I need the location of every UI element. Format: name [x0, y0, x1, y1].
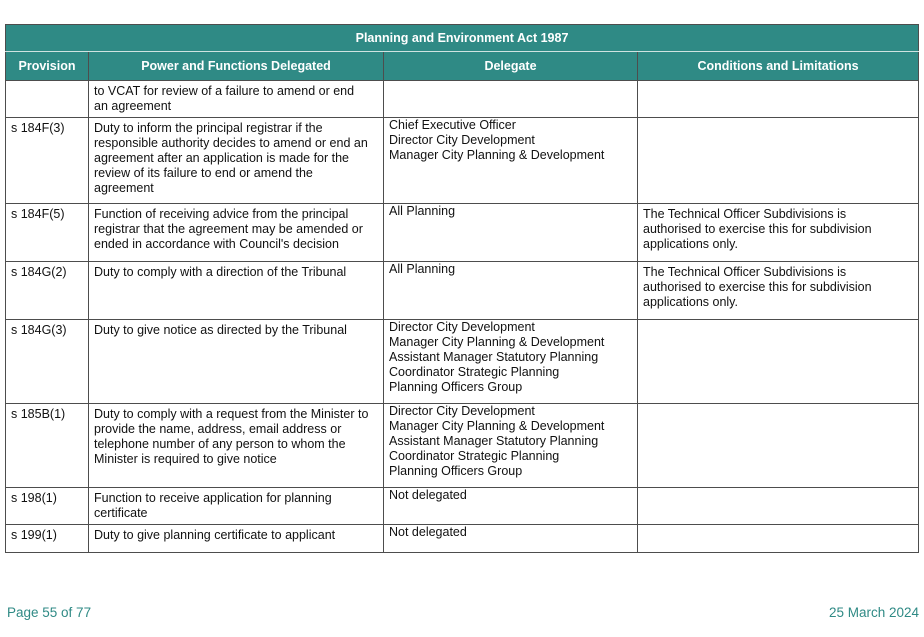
delegate-cell	[384, 262, 638, 320]
powers-cell: Duty to give planning certificate to applicant	[89, 525, 384, 553]
provision-cell: s 185B(1)	[6, 404, 89, 488]
delegate-item: Assistant Manager Statutory Planning	[389, 434, 599, 448]
delegate-item: Manager City Planning & Development	[389, 148, 605, 162]
provision-cell: s 184F(5)	[6, 204, 89, 262]
delegate-cell	[384, 320, 638, 404]
delegate-item: All Planning	[389, 262, 456, 276]
header-delegate: Delegate	[384, 52, 638, 81]
powers-cell: Duty to give notice as directed by the Tribunal	[89, 320, 384, 404]
provision-cell	[6, 81, 89, 118]
delegate-item: Director City Development	[389, 404, 535, 418]
header-conditions: Conditions and Limitations	[638, 52, 919, 81]
table-row	[6, 204, 919, 262]
table-row	[6, 488, 919, 525]
delegate-item: All Planning	[389, 204, 456, 218]
delegate-item: Planning Officers Group	[389, 380, 523, 394]
powers-cell: to VCAT for review of a failure to amend or end an agreement	[89, 81, 384, 118]
delegate-cell	[384, 204, 638, 262]
provision-cell: s 198(1)	[6, 488, 89, 525]
page-number: Page 55 of 77	[7, 605, 92, 620]
powers-cell: Duty to inform the principal registrar if the responsible authority decides to amend or end an agreement after an application is made for the review of its failure to end or amend the agreement	[89, 118, 384, 204]
header-powers: Power and Functions Delegated	[89, 52, 384, 81]
delegate-item: Manager City Planning & Development	[389, 419, 605, 433]
document-date: 25 March 2024	[828, 605, 919, 620]
table-row	[6, 320, 919, 404]
table-row	[6, 525, 919, 553]
delegate-cell	[384, 81, 638, 118]
conditions-cell	[638, 525, 919, 553]
table-row	[6, 262, 919, 320]
header-provision: Provision	[6, 52, 89, 81]
conditions-cell	[638, 118, 919, 204]
delegations-table	[5, 24, 919, 553]
provision-cell: s 184F(3)	[6, 118, 89, 204]
conditions-cell	[638, 81, 919, 118]
conditions-cell	[638, 488, 919, 525]
conditions-cell	[638, 320, 919, 404]
delegate-item: Not delegated	[389, 488, 467, 502]
table-row	[6, 118, 919, 204]
delegate-cell	[384, 488, 638, 525]
powers-cell: Duty to comply with a direction of the Tribunal	[89, 262, 384, 320]
delegate-item: Chief Executive Officer	[389, 118, 516, 132]
delegate-cell	[384, 404, 638, 488]
table-row	[6, 81, 919, 118]
delegate-item: Coordinator Strategic Planning	[389, 449, 560, 463]
powers-cell: Function of receiving advice from the principal registrar that the agreement may be amended or ended in accordance with Council's decision	[89, 204, 384, 262]
delegate-item: Director City Development	[389, 133, 535, 147]
provision-cell: s 184G(2)	[6, 262, 89, 320]
table-title: Planning and Environment Act 1987	[6, 25, 919, 52]
conditions-cell: The Technical Officer Subdivisions is authorised to exercise this for subdivision applications only.	[638, 204, 919, 262]
delegate-item: Coordinator Strategic Planning	[389, 365, 560, 379]
table-row	[6, 404, 919, 488]
conditions-cell	[638, 404, 919, 488]
delegate-cell	[384, 525, 638, 553]
delegate-cell	[384, 118, 638, 204]
delegate-item: Assistant Manager Statutory Planning	[389, 350, 599, 364]
delegate-item: Planning Officers Group	[389, 464, 523, 478]
delegate-item: Director City Development	[389, 320, 535, 334]
delegate-item: Manager City Planning & Development	[389, 335, 605, 349]
conditions-cell: The Technical Officer Subdivisions is authorised to exercise this for subdivision applications only.	[638, 262, 919, 320]
delegate-item: Not delegated	[389, 525, 467, 539]
provision-cell: s 184G(3)	[6, 320, 89, 404]
powers-cell: Duty to comply with a request from the Minister to provide the name, address, email address or telephone number of any person to whom the Minister is required to give notice	[89, 404, 384, 488]
provision-cell: s 199(1)	[6, 525, 89, 553]
powers-cell: Function to receive application for planning certificate	[89, 488, 384, 525]
